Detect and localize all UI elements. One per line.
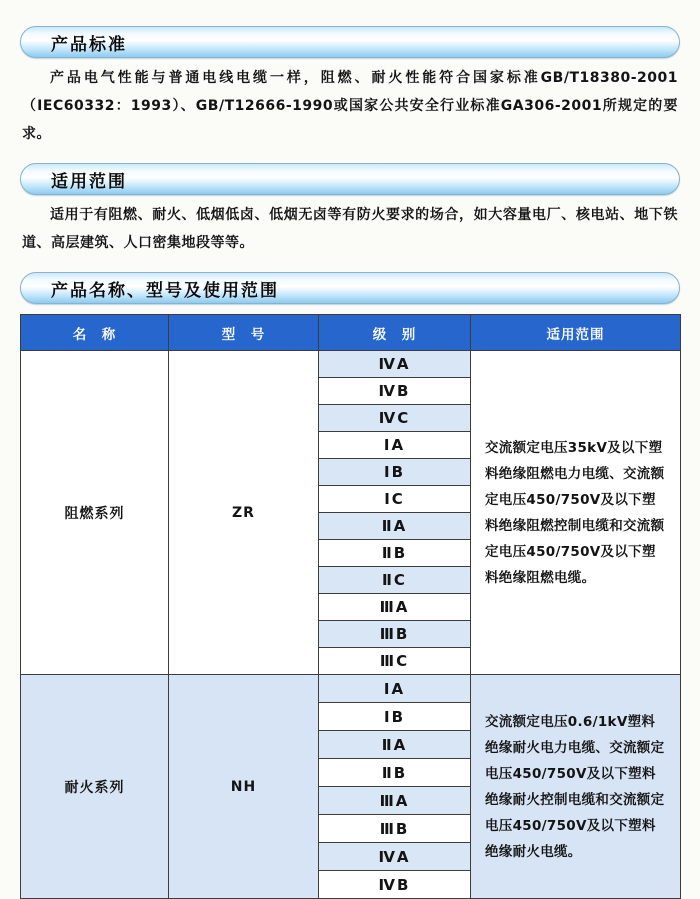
section-header-product-standard [20,26,680,58]
table-section-fire-resistant [21,675,681,899]
level-cell: ⅢA [319,787,471,815]
level-cell: ⅢB [319,621,471,648]
section-title-application-scope: 适用范围 [51,171,127,192]
section-header-application-scope [20,163,680,195]
section-title-product-standard: 产品标准 [51,34,127,55]
level-cell: ⅢA [319,594,471,621]
paragraph-product-standard: 产品电气性能与普通电线电缆一样，阻燃、耐火性能符合国家标准GB/T18380-2001（IEC60332：1993）、GB/T12666-1990或国家公共安全行业标准GA306-2001所规定的要求。 [22,70,678,142]
table-header-row [21,315,681,351]
level-cell: ⅣA [319,843,471,871]
col-header-scope: 适用范围 [471,315,681,351]
level-cell: ⅣB [319,378,471,405]
series-scope-cell: 交流额定电压0.6/1kV塑料绝缘耐火电力电缆、交流额定电压450/750V及以下塑料绝缘耐火控制电缆和交流额定电压450/750V及以下塑料绝缘耐火电缆。 [471,675,681,899]
series-model-cell: NH [169,675,319,899]
level-cell: ⅣC [319,405,471,432]
level-cell: ⅠB [319,703,471,731]
col-header-level: 级 别 [319,315,471,351]
level-cell: ⅣA [319,351,471,378]
col-header-model: 型 号 [169,315,319,351]
level-cell: ⅠB [319,459,471,486]
level-cell: ⅠA [319,675,471,703]
level-cell: ⅠA [319,432,471,459]
table-section-flame-retardant [21,351,681,675]
level-cell: ⅣB [319,871,471,899]
level-cell: ⅡA [319,731,471,759]
table-row [21,351,681,378]
series-model-cell: ZR [169,351,319,675]
product-model-table [20,314,681,899]
section-title-product-models: 产品名称、型号及使用范围 [51,280,279,301]
level-cell: ⅠC [319,486,471,513]
level-cell: ⅡB [319,540,471,567]
level-cell: ⅡC [319,567,471,594]
table-row [21,675,681,703]
paragraph-application-scope: 适用于有阻燃、耐火、低烟低卤、低烟无卤等有防火要求的场合，如大容量电厂、核电站、地下铁道、高层建筑、人口密集地段等等。 [22,207,678,251]
level-cell: ⅡA [319,513,471,540]
level-cell: ⅢC [319,648,471,675]
col-header-name: 名 称 [21,315,169,351]
series-name-cell: 阻燃系列 [21,351,169,675]
series-scope-cell: 交流额定电压35kV及以下塑料绝缘阻燃电力电缆、交流额定电压450/750V及以下塑料绝缘阻燃控制电缆和交流额定电压450/750V及以下塑料绝缘阻燃电缆。 [471,351,681,675]
section-header-product-models [20,272,680,304]
level-cell: ⅡB [319,759,471,787]
level-cell: ⅢB [319,815,471,843]
series-name-cell: 耐火系列 [21,675,169,899]
